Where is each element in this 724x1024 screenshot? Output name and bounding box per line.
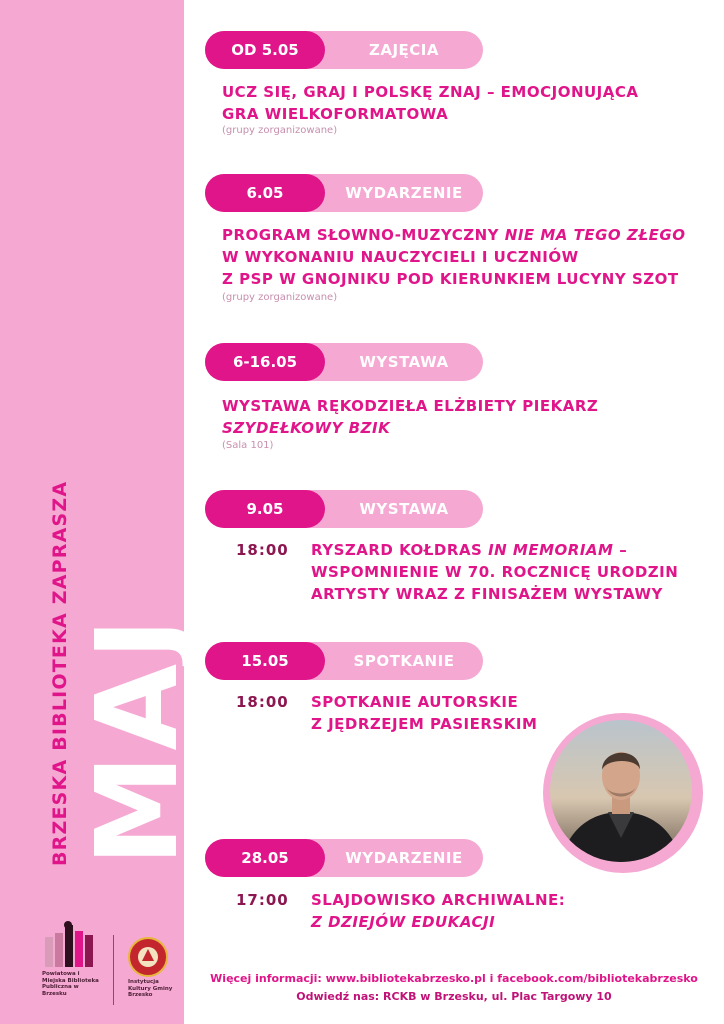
title-line bbox=[222, 224, 685, 246]
author-photo bbox=[550, 720, 692, 862]
event-title-5 bbox=[311, 691, 537, 735]
title-line: Z JĘDRZEJEM PASIERSKIM bbox=[311, 715, 538, 733]
event-header-2 bbox=[205, 174, 483, 212]
title-line: Z PSP W GNOJNIKU POD KIERUNKIEM LUCYNY SZOT bbox=[222, 270, 679, 288]
event-title-2 bbox=[222, 224, 685, 290]
event-header-3 bbox=[205, 343, 483, 381]
event-date: 6-16.05 bbox=[205, 343, 325, 381]
event-time: 17:00 bbox=[236, 891, 289, 909]
sidebar-subtitle: BRZESKA BIBLIOTEKA ZAPRASZA bbox=[49, 480, 71, 866]
event-header-5 bbox=[205, 642, 483, 680]
title-italic: IN MEMORIAM bbox=[488, 541, 614, 559]
event-category: SPOTKANIE bbox=[353, 652, 455, 670]
title-line: WYSTAWA RĘKODZIEŁA ELŻBIETY PIEKARZ bbox=[222, 397, 599, 415]
event-category: WYDARZENIE bbox=[345, 849, 463, 867]
event-date: OD 5.05 bbox=[205, 31, 325, 69]
title-line bbox=[222, 417, 598, 439]
title-italic: Z DZIEJÓW EDUKACJI bbox=[311, 913, 496, 931]
event-title-1 bbox=[222, 81, 639, 125]
event-title-6 bbox=[311, 889, 565, 933]
title-line bbox=[311, 911, 565, 933]
title-line: WSPOMNIENIE W 70. ROCZNICĘ URODZIN bbox=[311, 563, 679, 581]
event-time: 18:00 bbox=[236, 541, 289, 559]
title-italic: NIE MA TEGO ZŁEGO bbox=[504, 226, 686, 244]
title-line: ARTYSTY WRAZ Z FINISAŻEM WYSTAWY bbox=[311, 585, 663, 603]
event-header-1 bbox=[205, 31, 483, 69]
event-category: WYDARZENIE bbox=[345, 184, 463, 202]
logo-divider bbox=[113, 935, 114, 1005]
title-text: PROGRAM SŁOWNO-MUZYCZNY bbox=[222, 226, 505, 244]
title-italic: SZYDEŁKOWY BZIK bbox=[222, 419, 391, 437]
title-line bbox=[311, 539, 678, 561]
title-line: GRA WIELKOFORMATOWA bbox=[222, 105, 449, 123]
event-note: (grupy zorganizowane) bbox=[222, 292, 338, 303]
month-title: MAJ bbox=[73, 614, 203, 866]
footer-address: Odwiedź nas: RCKB w Brzesku, ul. Plac Targowy 10 bbox=[296, 990, 612, 1003]
event-date: 9.05 bbox=[205, 490, 325, 528]
event-title-3 bbox=[222, 395, 598, 439]
event-date: 28.05 bbox=[205, 839, 325, 877]
institution-text: Instytucja Kultury Gminy Brzesko bbox=[128, 979, 173, 998]
event-date: 6.05 bbox=[205, 174, 325, 212]
title-line: UCZ SIĘ, GRAJ I POLSKĘ ZNAJ – EMOCJONUJĄCA bbox=[222, 83, 639, 101]
event-category: WYSTAWA bbox=[359, 353, 449, 371]
event-time: 18:00 bbox=[236, 693, 289, 711]
library-logo bbox=[45, 925, 95, 967]
title-text: RYSZARD KOŁDRAS bbox=[311, 541, 489, 559]
logos bbox=[40, 925, 180, 1015]
crest-icon bbox=[128, 937, 168, 977]
library-logo-text: Powiatowa i Miejska Biblioteka Publiczna w Brzesku bbox=[42, 971, 99, 997]
title-line: W WYKONANIU NAUCZYCIELI I UCZNIÓW bbox=[222, 248, 579, 266]
title-line: SPOTKANIE AUTORSKIE bbox=[311, 693, 519, 711]
title-text: – bbox=[613, 541, 628, 559]
footer-info: Więcej informacji: www.bibliotekabrzesko.pl i facebook.com/bibliotekabrzesko bbox=[210, 972, 698, 985]
event-header-4 bbox=[205, 490, 483, 528]
sidebar bbox=[0, 0, 203, 1024]
event-note: (grupy zorganizowane) bbox=[222, 125, 338, 136]
event-category: WYSTAWA bbox=[359, 500, 449, 518]
event-title-4 bbox=[311, 539, 678, 605]
event-note: (Sala 101) bbox=[222, 440, 274, 451]
title-line: SLAJDOWISKO ARCHIWALNE: bbox=[311, 891, 566, 909]
event-date: 15.05 bbox=[205, 642, 325, 680]
event-header-6 bbox=[205, 839, 483, 877]
event-category: ZAJĘCIA bbox=[368, 41, 439, 59]
